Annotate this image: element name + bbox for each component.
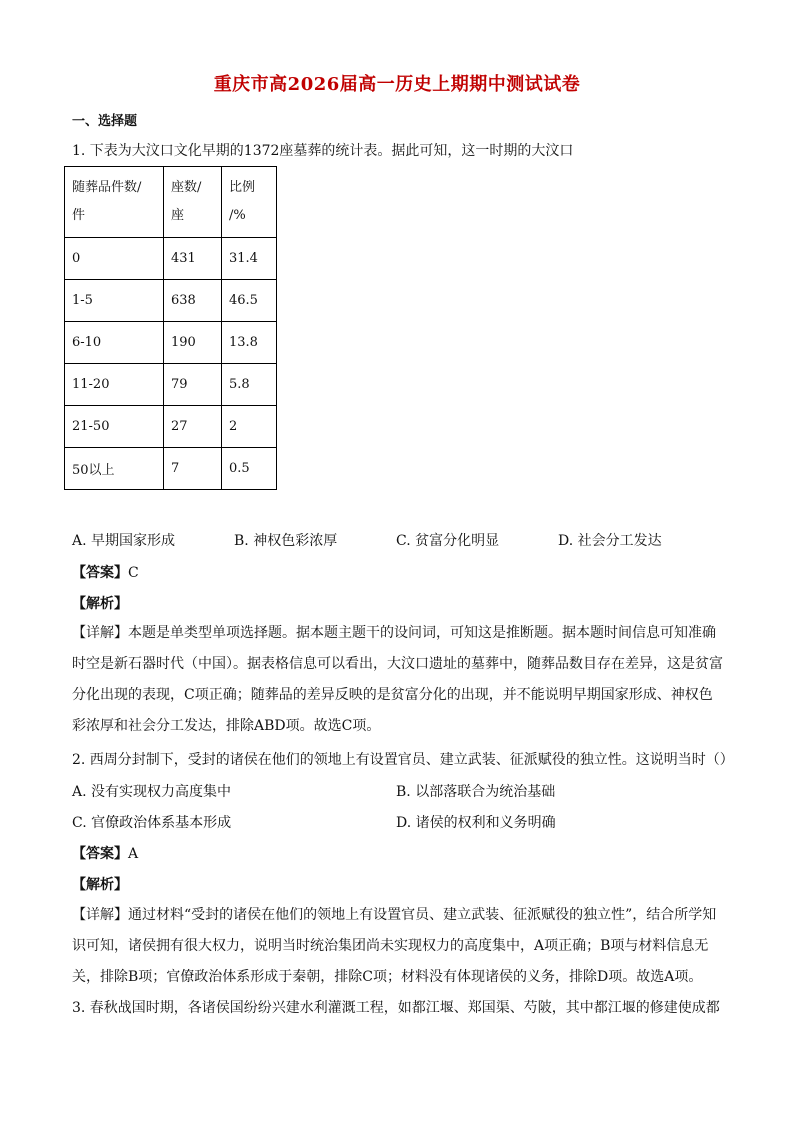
- table-row: [65, 364, 277, 406]
- q2-option-d[interactable]: D. 诸侯的权利和义务明确: [396, 815, 556, 831]
- q1-detail: 【详解】本题是单类型单项选择题。据本题主题干的设问词，可知这是推断题。据本题时间信息可知准确时空是新石器时代（中国）。据表格信息可以看出，大汶口遗址的墓葬中，随葬品数目存在差异，这是贫富分化出现的表现，C项正确；随葬品的差异反映的是贫富分化的出现，并不能说明早期国家形成、神权色彩浓厚和社会分工发达，排除ABD项。故选C项。: [72, 625, 723, 734]
- q2-analysis-label: 【解析】: [72, 877, 128, 893]
- table-cell: 7: [164, 448, 222, 490]
- header-line: 座: [171, 208, 185, 223]
- table-row: [65, 406, 277, 448]
- answer-value: C: [128, 565, 139, 581]
- table-cell: 13.8: [222, 322, 277, 364]
- table-cell: 0.5: [222, 448, 277, 490]
- q1-option-d[interactable]: D. 社会分工发达: [558, 533, 662, 549]
- table-cell: 79: [164, 364, 222, 406]
- q1-option-b[interactable]: B. 神权色彩浓厚: [234, 533, 338, 549]
- header-cell: [164, 167, 222, 238]
- q2-option-a[interactable]: A. 没有实现权力高度集中: [72, 784, 232, 800]
- table-cell: 190: [164, 322, 222, 364]
- table-cell: 31.4: [222, 238, 277, 280]
- question-1-stem: 1. 下表为大汶口文化早期的1372座墓葬的统计表。据此可知，这一时期的大汶口: [72, 143, 574, 159]
- q2-answer: [72, 843, 138, 863]
- q2-option-c[interactable]: C. 官僚政治体系基本形成: [72, 815, 232, 831]
- header-cell: [65, 167, 164, 238]
- answer-value: A: [128, 846, 139, 862]
- table-cell: 1-5: [65, 280, 164, 322]
- section-heading: 一、选择题: [72, 114, 138, 129]
- table-row: [65, 448, 277, 490]
- header-line: 随葬品件数/: [72, 180, 142, 195]
- header-line: 比例: [229, 180, 256, 195]
- question-2-stem: 2. 西周分封制下，受封的诸侯在他们的领地上有设置官员、建立武装、征派赋役的独立性。这说明当时（）: [72, 752, 734, 768]
- table-row: [65, 238, 277, 280]
- q2-detail: 【详解】通过材料“受封的诸侯在他们的领地上有设置官员、建立武装、征派赋役的独立性”，结合所学知识可知，诸侯拥有很大权力，说明当时统治集团尚未实现权力的高度集中，A项正确；B项与材料信息无关，排除B项；官僚政治体系形成于秦朝，排除C项；材料没有体现诸侯的义务，排除D项。故选A项。: [72, 907, 717, 985]
- q1-analysis-label: 【解析】: [72, 596, 128, 612]
- table-row: [65, 322, 277, 364]
- page-title: 重庆市高2026届高一历史上期期中测试试卷: [213, 74, 581, 95]
- header-cell: [222, 167, 277, 238]
- table-cell: 11-20: [65, 364, 164, 406]
- table-row: [65, 280, 277, 322]
- question-3-stem: 3. 春秋战国时期，各诸侯国纷纷兴建水利灌溉工程，如都江堰、郑国渠、芍陂，其中都江堰的修建使成都: [72, 1000, 720, 1016]
- q2-option-b[interactable]: B. 以部落联合为统治基础: [396, 784, 556, 800]
- q1-answer: [72, 562, 139, 582]
- q1-option-a[interactable]: A. 早期国家形成: [72, 533, 176, 549]
- q1-option-c[interactable]: C. 贫富分化明显: [396, 533, 500, 549]
- table-cell: 6-10: [65, 322, 164, 364]
- header-line: 件: [72, 208, 86, 223]
- table-cell: 5.8: [222, 364, 277, 406]
- table-cell: 21-50: [65, 406, 164, 448]
- table-cell: 0: [65, 238, 164, 280]
- table-cell: 638: [164, 280, 222, 322]
- burial-stats-table: [64, 166, 277, 490]
- table-cell: 46.5: [222, 280, 277, 322]
- answer-label: 【答案】: [72, 846, 128, 862]
- table-cell: 2: [222, 406, 277, 448]
- table-cell: 50以上: [65, 448, 164, 490]
- header-line: /%: [229, 208, 246, 223]
- table-cell: 27: [164, 406, 222, 448]
- table-header-row: [65, 167, 277, 238]
- answer-label: 【答案】: [72, 565, 128, 581]
- table-cell: 431: [164, 238, 222, 280]
- header-line: 座数/: [171, 180, 202, 195]
